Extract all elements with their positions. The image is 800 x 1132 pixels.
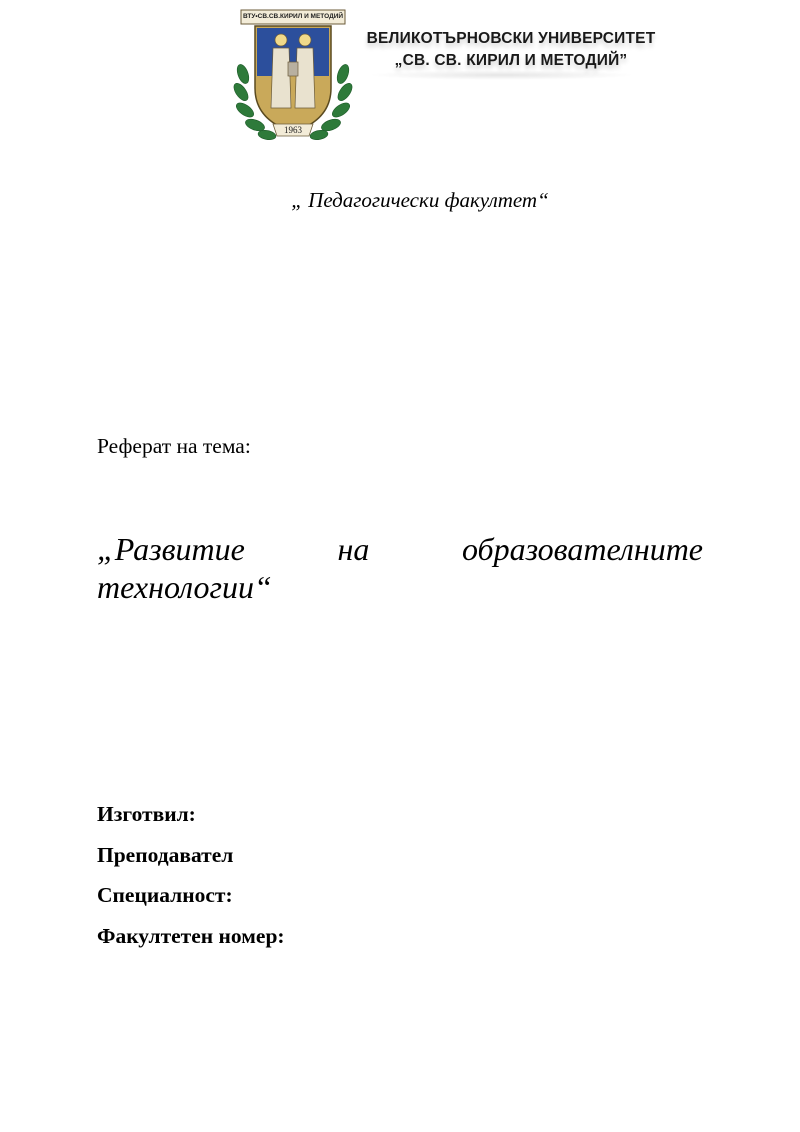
university-name (362, 28, 660, 72)
university-name-line-2: „СВ. СВ. КИРИЛ И МЕТОДИЙ” (394, 52, 628, 69)
title-line-1 (97, 530, 703, 568)
faculty-number-label: Факултетен номер: (97, 923, 285, 948)
university-emblem (233, 4, 353, 146)
title-word: образователните (461, 531, 703, 567)
title-word: „Развитие (97, 531, 245, 567)
university-name-line-1: ВЕЛИКОТЪРНОВСКИ УНИВЕРСИТЕТ (366, 30, 656, 47)
teacher-label: Преподавател (97, 842, 234, 867)
author-details (97, 800, 285, 962)
title-line-2: технологии“ (97, 569, 272, 605)
prepared-by-label: Изготвил: (97, 802, 196, 826)
title-word: на (337, 531, 370, 567)
emblem-banner-text: ВТУ•СВ.СВ.КИРИЛ И МЕТОДИЙ (242, 13, 344, 20)
faculty-name: „ Педагогически факултет“ (291, 188, 549, 212)
emblem-year: 1963 (284, 125, 302, 135)
specialty-label: Специалност: (97, 883, 233, 907)
referat-intro: Реферат на тема: (97, 434, 251, 458)
referat-title (97, 530, 703, 606)
